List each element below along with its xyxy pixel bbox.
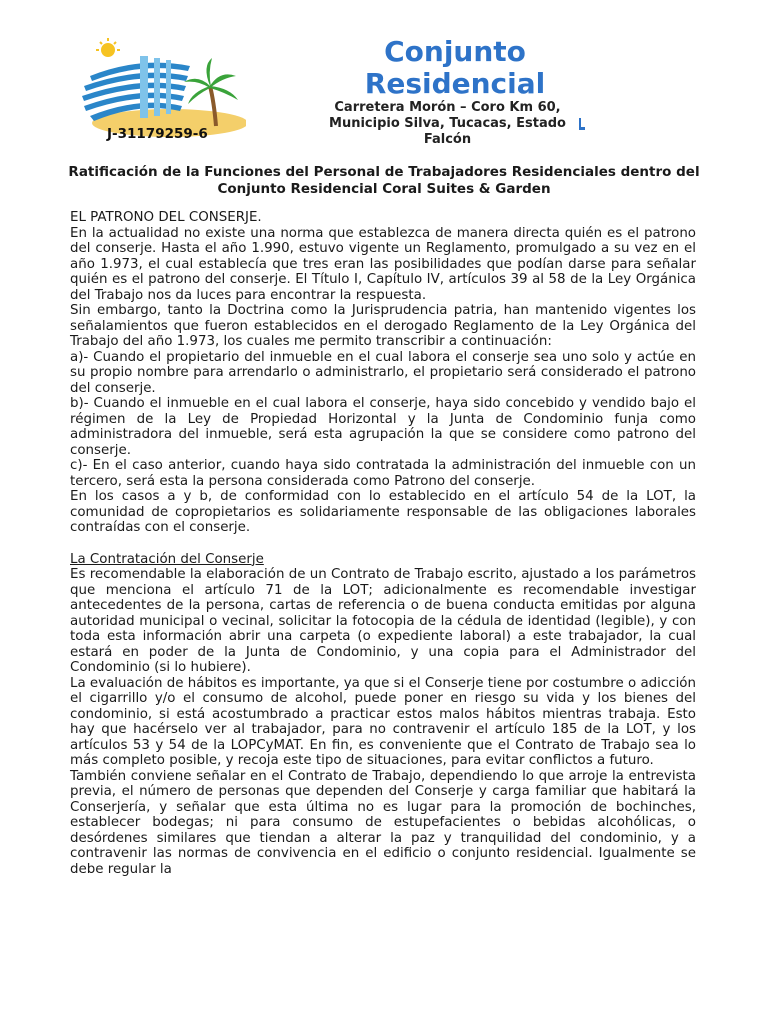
paragraph: En los casos a y b, de conformidad con lo establecido en el artículo 54 de la LOT, la comunidad de copropietarios es solidariamente responsable de las obligaciones laborales contraídas con el conserje. [70, 489, 696, 535]
paragraph: b)- Cuando el inmueble en el cual labora el conserje, haya sido concebido y vendido bajo el régimen de la Ley de Propiedad Horizontal y la Junta de Condominio funja como administradora del inmueble, será esta agrupación la que se considere como patrono del conserje. [70, 396, 696, 458]
bookmark-icon [578, 118, 586, 130]
paragraph: a)- Cuando el propietario del inmueble en el cual labora el conserje sea uno solo y actúe en su propio nombre para arrendarlo o administrarlo, el propietario será considerado el patrono del conserje. [70, 349, 696, 396]
paragraph: La evaluación de hábitos es importante, ya que si el Conserje tiene por costumbre o adicción el cigarrillo y/o el consumo de alcohol, puede poner en riesgo su vida y los bienes del condominio, si está acostumbrado a practicar estos malos hábitos mientras trabaja. Esto hay que hacérselo ver al trabajador, para no contravenir el artículo 185 de la LOT, y los artículos 53 y 54 de la LOPCyMAT. En fin, es conveniente que el Contrato de Trabajo sea lo más completo posible, y recoja este tipo de situaciones, para evitar conflictos a futuro. [70, 675, 696, 768]
section-heading-contratacion: La Contratación del Conserje [70, 551, 264, 567]
section-heading-patrono: EL PATRONO DEL CONSERJE. [70, 210, 262, 225]
document-heading: Ratificación de la Funciones del Personal de Trabajadores Residenciales dentro del Conjunto Residencial Coral Suites & Garden [68, 164, 700, 197]
paragraph: También conviene señalar en el Contrato de Trabajo, dependiendo lo que arroje la entrevista previa, el número de personas que dependen del Conserje y carga familiar que habitará la Conserjería, y señalar que esta última no es lugar para la promoción de bochinches, establecer bodegas; ni para consumo de estupefacientes o bebidas alcohólicas, o desórdenes similares que tiendan a alterar la paz y tranquilidad del condominio, y a contravenir las normas de convivencia en el edificio o conjunto residencial. Igualmente se debe regular la [70, 768, 696, 877]
paragraph: Es recomendable la elaboración de un Contrato de Trabajo escrito, ajustado a los parámetros que menciona el artículo 71 de la LOT; adicionalmente es recomendable investigar antecedentes de la persona, cartas de referencia o de buena conducta emitidas por alguna autoridad municipal o vecinal, solicitar la fotocopia de la cédula de identidad (legible), y con toda esta información abrir una carpeta (o expediente laboral) a este trabajador, la cual estará en poder de la Junta de Condominio, y una copia para el Administrador del Condominio (si lo hubiere). [70, 567, 696, 675]
page-title: Conjunto Residencial [364, 35, 546, 100]
document-body [70, 210, 696, 877]
paragraph: En la actualidad no existe una norma que establezca de manera directa quién es el patrono del conserje. Hasta el año 1.990, estuvo vigente un Reglamento, promulgado a su vez en el año 1.973, el cual establecía que tres eran las posibilidades que podían darse para señalar quién es el patrono del conserje. El Título I, Capítulo IV, artículos 39 al 58 de la Ley Orgánica del Trabajo nos da luces para encontrar la respuesta. [70, 225, 696, 303]
address-text: Carretera Morón – Coro Km 60, Municipio Silva, Tucacas, Estado Falcón [329, 100, 566, 147]
paragraph: c)- En el caso anterior, cuando haya sido contratada la administración del inmueble con un tercero, será esta la persona considerada como Patrono del conserje. [70, 458, 696, 489]
paragraph: Sin embargo, tanto la Doctrina como la Jurisprudencia patria, han mantenido vigentes los señalamientos que fueron establecidos en el derogado Reglamento de la Ley Orgánica del Trabajo del año 1.973, los cuales me permito transcribir a continuación: [70, 303, 696, 349]
section-spacer [70, 536, 696, 552]
company-rif: J-31179259-6 [107, 126, 208, 142]
residence-logo [70, 38, 246, 138]
